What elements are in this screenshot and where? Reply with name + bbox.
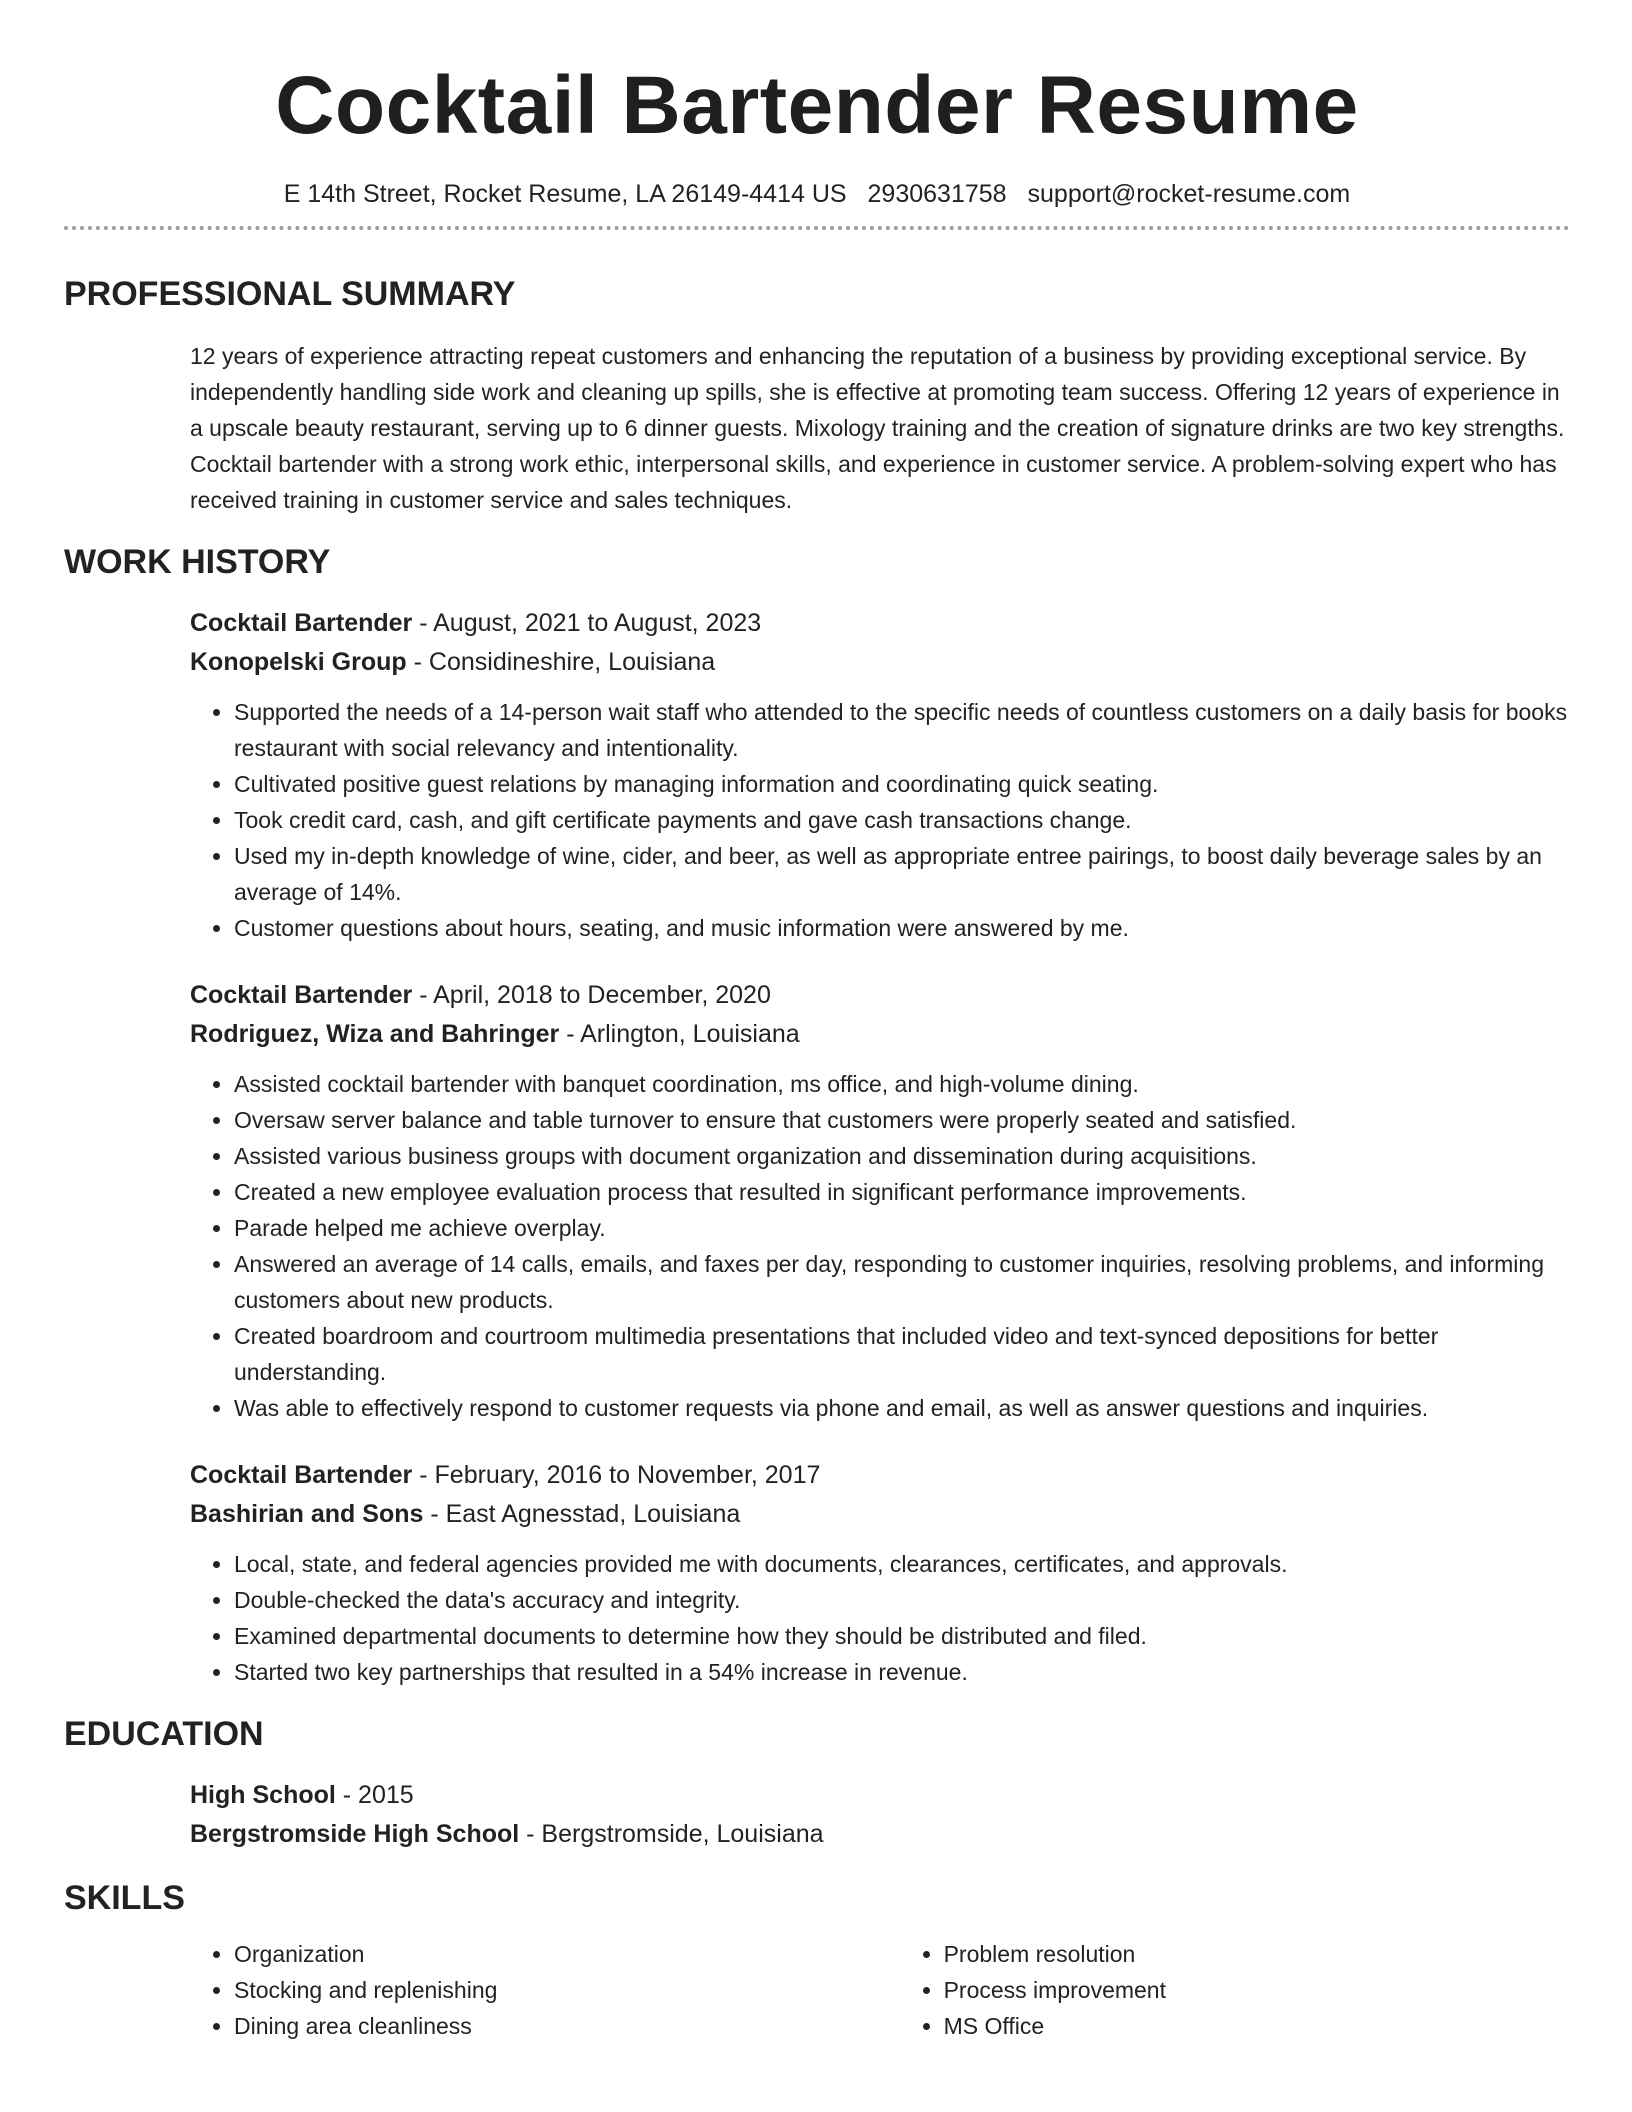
job-dates: - August, 2021 to August, 2023 [412,609,762,637]
school-line [190,1815,1570,1854]
school-location: - Bergstromside, Louisiana [519,1820,824,1848]
list-item: • Answered an average of 14 calls, emails, and faxes per day, responding to customer inquiries, resolving problems, and informing customers about new products. [234,1246,1570,1318]
skill-item: • Organization [234,1936,900,1972]
resume-title: Cocktail Bartender Resume [275,60,1359,151]
job-company-line [190,1015,1570,1054]
job-company: Konopelski Group [190,648,407,676]
education-entry [190,1776,1570,1854]
list-item: • Double-checked the data's accuracy and integrity. [234,1582,1570,1618]
contact-line [64,178,1570,210]
job-company-line [190,643,1570,682]
list-item: • Oversaw server balance and table turnover to ensure that customers were properly seated and satisfied. [234,1102,1570,1138]
list-item: • Assisted various business groups with document organization and dissemination during acquisitions. [234,1138,1570,1174]
skill-item: • Stocking and replenishing [234,1972,900,2008]
job-entry [190,604,1570,946]
job-title-line [190,604,1570,643]
list-item: • Supported the needs of a 14-person wait staff who attended to the specific needs of countless customers on a daily basis for books restaurant with social relevancy and intentionality. [234,694,1570,766]
list-item: • Examined departmental documents to determine how they should be distributed and filed. [234,1618,1570,1654]
list-item: • Cultivated positive guest relations by managing information and coordinating quick seating. [234,766,1570,802]
skill-item: • MS Office [944,2008,1570,2044]
list-item: • Was able to effectively respond to customer requests via phone and email, as well as answer questions and inquiries. [234,1390,1570,1426]
skills-list-right [900,1936,1570,2044]
list-item: • Local, state, and federal agencies provided me with documents, clearances, certificates, and approvals. [234,1546,1570,1582]
skills-grid [190,1936,1570,2044]
section-title-skills: SKILLS [64,1879,185,1917]
job-location: - East Agnesstad, Louisiana [423,1500,741,1528]
header-divider [64,226,1570,230]
job-dates: - April, 2018 to December, 2020 [412,981,771,1009]
job-entry [190,1456,1570,1690]
skill-item: • Problem resolution [944,1936,1570,1972]
phone: 2930631758 [867,180,1007,208]
list-item: • Assisted cocktail bartender with banquet coordination, ms office, and high-volume dining. [234,1066,1570,1102]
job-bullets [190,1066,1570,1426]
list-item: • Used my in-depth knowledge of wine, cider, and beer, as well as appropriate entree pairings, to boost daily beverage sales by an average of 14%. [234,838,1570,910]
section-title-education: EDUCATION [64,1715,264,1753]
job-role: Cocktail Bartender [190,1461,413,1489]
job-bullets [190,1546,1570,1690]
degree-line [190,1776,1570,1815]
job-company-line [190,1495,1570,1534]
job-location: - Arlington, Louisiana [559,1020,800,1048]
list-item: • Started two key partnerships that resulted in a 54% increase in revenue. [234,1654,1570,1690]
job-role: Cocktail Bartender [190,981,413,1009]
address: E 14th Street, Rocket Resume, LA 26149-4414 US [283,180,847,208]
list-item: • Took credit card, cash, and gift certificate payments and gave cash transactions change. [234,802,1570,838]
section-title-summary: PROFESSIONAL SUMMARY [64,275,516,313]
summary-text: 12 years of experience attracting repeat customers and enhancing the reputation of a business by providing exceptional service. By independently handling side work and cleaning up spills, she is effective at promoting team success. Offering 12 years of experience in a upscale beauty restaurant, serving up to 6 dinner guests. Mixology training and the creation of signature drinks are two key strengths. Cocktail bartender with a strong work ethic, interpersonal skills, and experience in customer service. A problem-solving expert who has received training in customer service and sales techniques. [190,343,1565,513]
resume-page [64,0,1570,2044]
job-location: - Considineshire, Louisiana [406,648,716,676]
email: support@rocket-resume.com [1027,180,1351,208]
job-company: Bashirian and Sons [190,1500,424,1528]
list-item: • Parade helped me achieve overplay. [234,1210,1570,1246]
section-title-work-history: WORK HISTORY [64,543,331,581]
job-company: Rodriguez, Wiza and Bahringer [190,1020,560,1048]
skills-list-left [190,1936,900,2044]
list-item: • Created boardroom and courtroom multimedia presentations that included video and text-synced depositions for better understanding. [234,1318,1570,1390]
job-title-line [190,1456,1570,1495]
job-bullets [190,694,1570,946]
job-title-line [190,976,1570,1015]
list-item: • Created a new employee evaluation process that resulted in significant performance improvements. [234,1174,1570,1210]
job-entry [190,976,1570,1426]
degree: High School [190,1781,336,1809]
list-item: • Customer questions about hours, seating, and music information were answered by me. [234,910,1570,946]
job-dates: - February, 2016 to November, 2017 [412,1461,821,1489]
school-name: Bergstromside High School [190,1820,520,1848]
skill-item: • Dining area cleanliness [234,2008,900,2044]
skill-item: • Process improvement [944,1972,1570,2008]
graduation-year: - 2015 [335,1781,414,1809]
job-role: Cocktail Bartender [190,609,413,637]
